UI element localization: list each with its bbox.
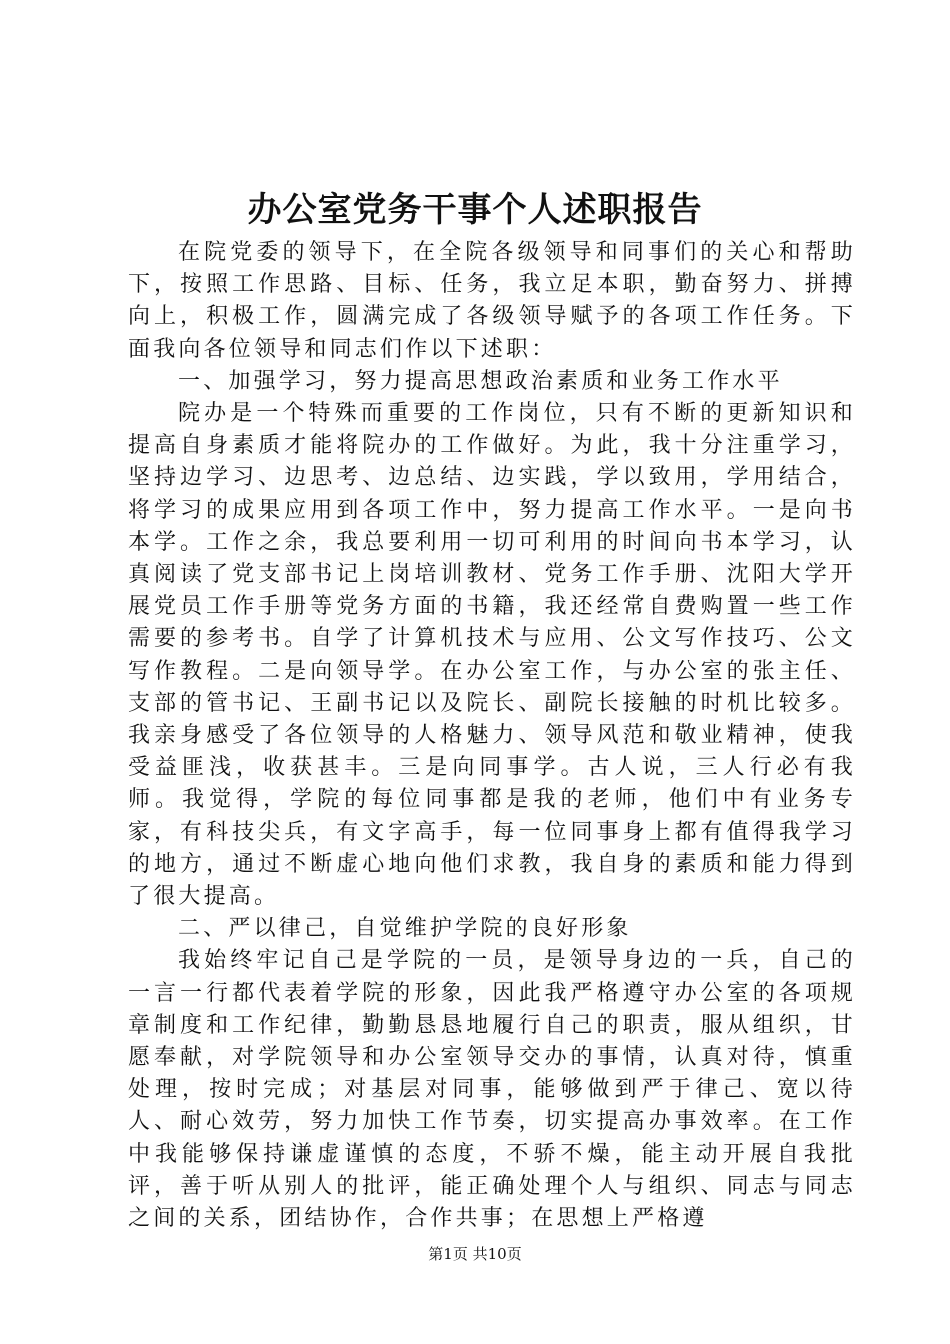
section-heading-1: 一、加强学习，努力提高思想政治素质和业务工作水平 bbox=[178, 368, 783, 394]
section-heading-2: 二、严以律己，自觉维护学院的良好形象 bbox=[178, 916, 632, 942]
paragraph-study: 院办是一个特殊而重要的工作岗位，只有不断的更新知识和提高自身素质才能将院办的工作做好。为此，我十分注重学习，坚持边学习、边思考、边总结、边实践，学以致用，学用结合，将学习的成果应用到各项工作中，努力提高工作水平。一是向书本学。工作之余，我总要利用一切可利用的时间向书本学习，认真阅读了党支部书记上岗培训教材、党务工作手册、沈阳大学开展党员工作手册等党务方面的书籍，我还经常自费购置一些工作需要的参考书。自学了计算机技术与应用、公文写作技巧、公文写作教程。二是向领导学。在办公室工作，与办公室的张主任、支部的管书记、王副书记以及院长、副院长接触的时机比较多。我亲身感受了各位领导的人格魅力、领导风范和敬业精神，使我受益匪浅，收获甚丰。三是向同事学。古人说，三人行必有我师。我觉得，学院的每位同事都是我的老师，他们中有业务专家，有科技尖兵，有文字高手，每一位同事身上都有值得我学习的地方，通过不断虚心地向他们求教，我自身的素质和能力得到了很大提高。 bbox=[128, 401, 856, 910]
document-title: 办公室党务干事个人述职报告 bbox=[247, 190, 703, 230]
document-body bbox=[128, 237, 856, 1235]
page-footer: 第1页 共10页 bbox=[428, 1245, 522, 1263]
paragraph-intro: 在院党委的领导下，在全院各级领导和同事们的关心和帮助下，按照工作思路、目标、任务，我立足本职，勤奋努力、拼搏向上，积极工作，圆满完成了各级领导赋予的各项工作任务。下面我向各位领导和同志们作以下述职： bbox=[128, 240, 856, 362]
paragraph-discipline: 我始终牢记自己是学院的一员，是领导身边的一兵，自己的一言一行都代表着学院的形象，因此我严格遵守办公室的各项规章制度和工作纪律，勤勤恳恳地履行自己的职责，服从组织，甘愿奉献，对学院领导和办公室领导交办的事情，认真对待，慎重处理，按时完成；对基层对同事，能够做到严于律己、宽以待人、耐心效劳，努力加快工作节奏，切实提高办事效率。在工作中我能够保持谦虚谨慎的态度，不骄不燥，能主动开展自我批评，善于听从别人的批评，能正确处理个人与组织、同志与同志之间的关系，团结协作，合作共事；在思想上严格遵 bbox=[128, 948, 856, 1232]
